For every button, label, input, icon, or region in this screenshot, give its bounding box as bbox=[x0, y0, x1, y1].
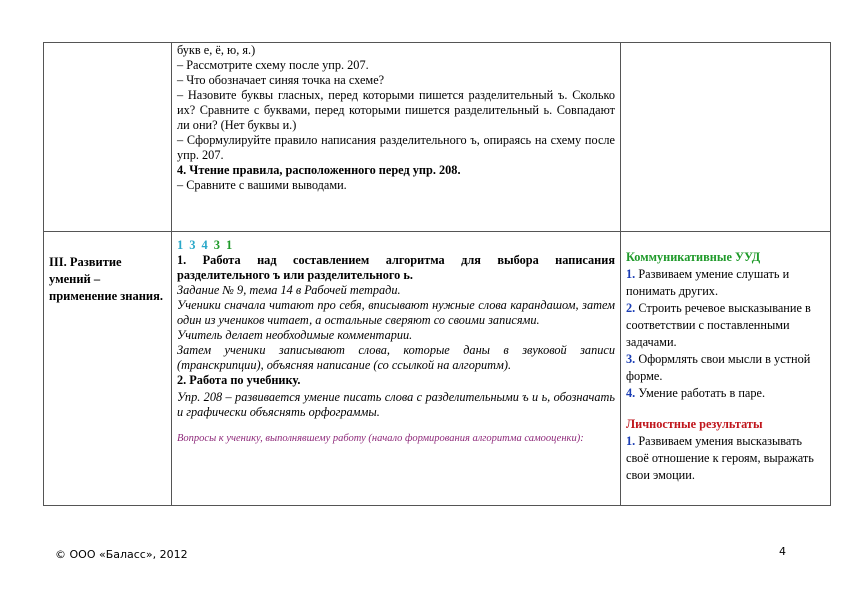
task-number: 3 bbox=[189, 238, 196, 252]
uud-item: 1. Развиваем умение слушать и понимать других. bbox=[626, 267, 790, 298]
row1-line: – Что обозначает синяя точка на схеме? bbox=[177, 73, 385, 87]
task2-text: Упр. 208 – развивается умение писать слова с разделительными ъ и ь, обозначать и графически объяснять орфограммы. bbox=[177, 390, 615, 419]
row1-line: – Сравните с вашими выводами. bbox=[177, 178, 347, 192]
row-divider bbox=[43, 231, 831, 232]
task1-text: Затем ученики записывают слова, которые даны в звуковой записи (транскрипции), объясняя написание (со ссылкой на алгоритм). bbox=[177, 343, 615, 372]
personal-item: 1. Развиваем умения высказывать своё отношение к героям, выражать свои эмоции. bbox=[626, 434, 814, 482]
row1-line: 4. Чтение правила, расположенного перед упр. 208. bbox=[177, 163, 461, 177]
uud-item: 2. Строить речевое высказывание в соответствии с поставленными задачами. bbox=[626, 301, 811, 349]
copyright-footer: © ООО «Баласс», 2012 bbox=[55, 548, 188, 561]
questions-text: Вопросы к ученику, выполнявшему работу (начало формирования алгоритма самооценки): bbox=[177, 433, 584, 444]
row1-content bbox=[172, 43, 620, 193]
row1-line: – Назовите буквы гласных, перед которыми пишется разделительный ъ. Сколько их? Сравните с буквами, перед которыми пишется разделительный ь. Совпадают ли они? (Нет буквы и.) bbox=[177, 88, 615, 132]
task1-title: 1. Работа над составлением алгоритма для выбора написания разделительного ъ или разделительного ь. bbox=[177, 253, 615, 282]
stage-title: III. Развитие умений – применение знания. bbox=[49, 255, 164, 303]
uud-column bbox=[621, 249, 830, 484]
task1-text: Учитель делает необходимые комментарии. bbox=[177, 328, 413, 342]
page-number: 4 bbox=[779, 545, 786, 558]
task2-title: 2. Работа по учебнику. bbox=[177, 373, 301, 387]
uud-title: Коммуникативные УУД bbox=[626, 250, 761, 264]
task-number: 4 bbox=[201, 238, 208, 252]
task-number: 1 bbox=[177, 238, 184, 252]
lesson-table bbox=[43, 42, 831, 506]
table-border bbox=[830, 42, 831, 506]
row1-line: – Рассмотрите схему после упр. 207. bbox=[177, 58, 369, 72]
row1-line: букв е, ё, ю, я.) bbox=[177, 43, 256, 57]
table-border bbox=[43, 505, 831, 506]
personal-title: Личностные результаты bbox=[626, 417, 763, 431]
uud-item: 4. Умение работать в паре. bbox=[626, 386, 766, 400]
task-number: 1 bbox=[226, 238, 233, 252]
row1-line: – Сформулируйте правило написания разделительного ъ, опираясь на схему после упр. 207. bbox=[177, 133, 615, 162]
row2-content bbox=[172, 238, 620, 445]
task1-reference: Задание № 9, тема 14 в Рабочей тетради. bbox=[177, 283, 401, 297]
task-number: 3 bbox=[213, 238, 220, 252]
task1-text: Ученики сначала читают про себя, вписывают нужные слова карандашом, затем один из учеников читает, а остальные сверяют со своими записями. bbox=[177, 298, 615, 327]
uud-item: 3. Оформлять свои мысли в устной форме. bbox=[626, 352, 811, 383]
task-numbers bbox=[177, 238, 615, 253]
